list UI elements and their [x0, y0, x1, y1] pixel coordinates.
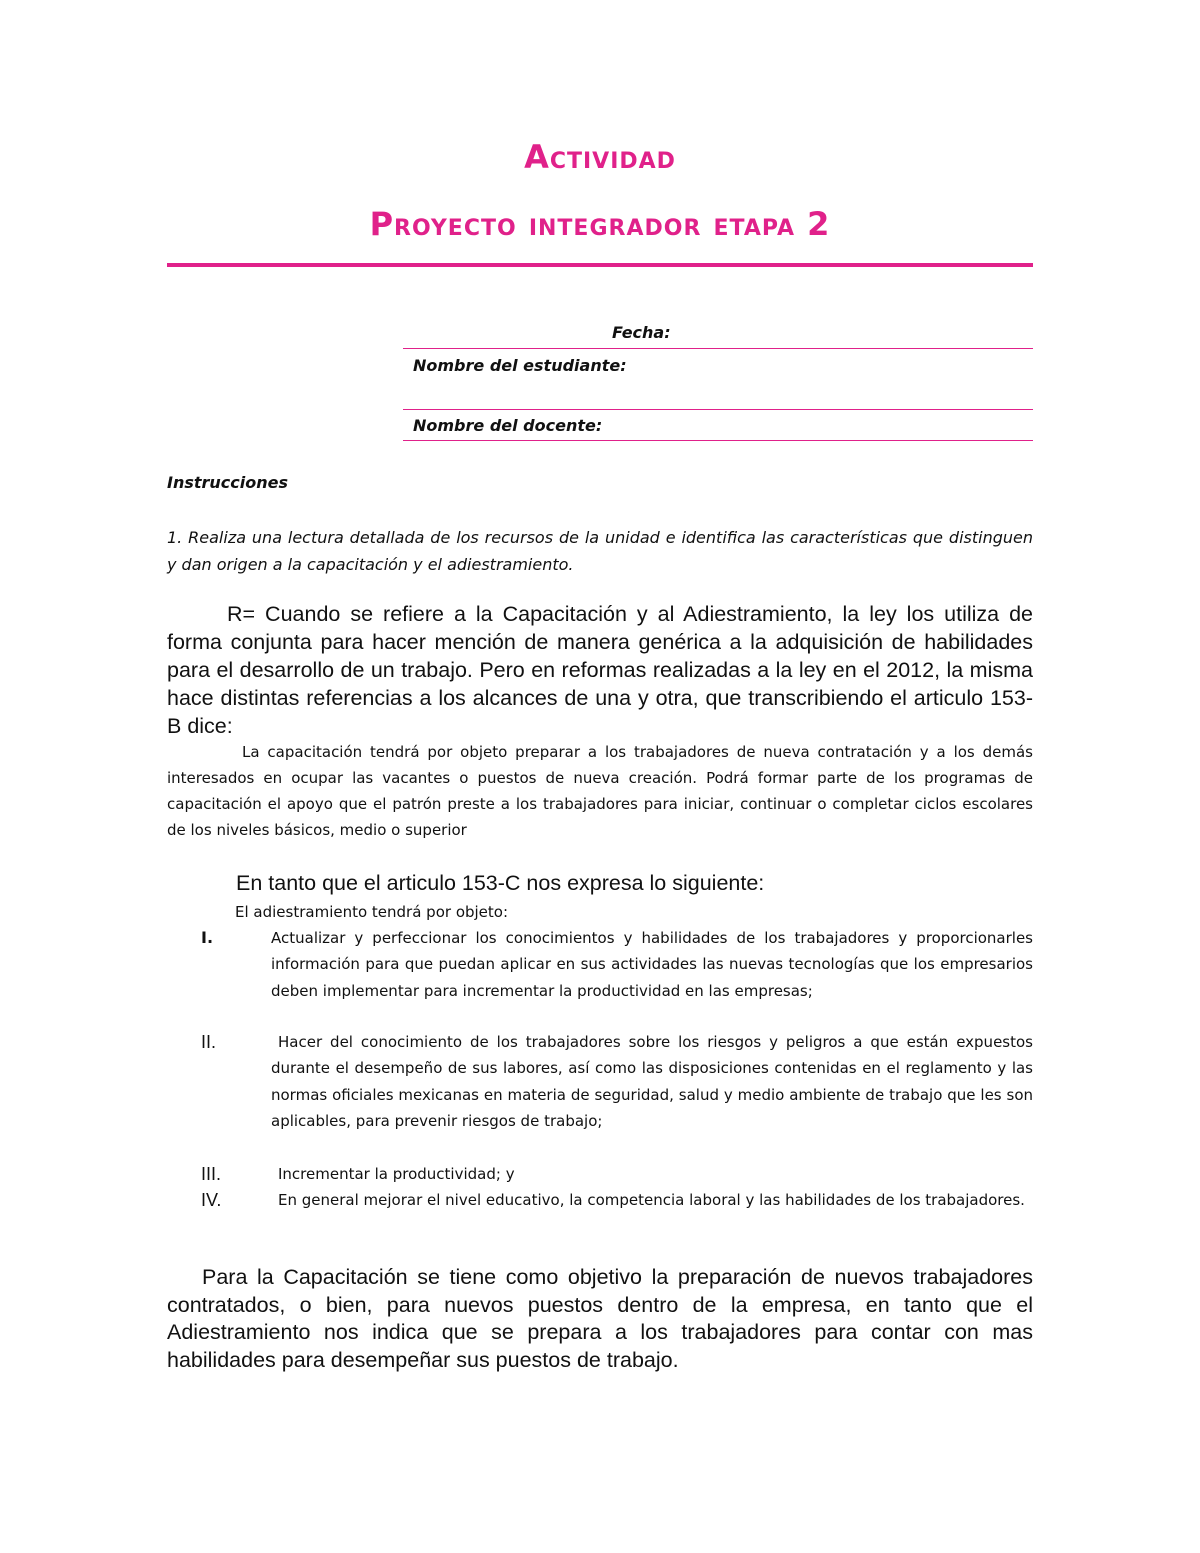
answer-paragraph: R= Cuando se refiere a la Capacitación y al Adiestramiento, la ley los utiliza de forma conjunta para hacer mención de manera genérica a la adquisición de habilidades para el desarrollo de un trabajo. Pero en reformas realizadas a la ley en el 2012, la misma hace distintas referencias a los alcances de una y otra, que transcribiendo el articulo 153-B dice:	[167, 602, 1033, 738]
list-text: Incrementar la productividad; y	[278, 1165, 515, 1183]
article-153b-quote: La capacitación tendrá por objeto preparar a los trabajadores de nueva contratación y a los demás interesados en ocupar las vacantes o puestos de nueva creación. Podrá formar parte de los programas de capacitación el apoyo que el patrón preste a los trabajadores para iniciar, continuar o completar ciclos escolares de los niveles básicos, medio o superior	[167, 743, 1033, 839]
fecha-label: Fecha:	[612, 323, 671, 342]
instructions-heading: Instrucciones	[167, 473, 289, 492]
instruction-item-1: 1. Realiza una lectura detallada de los recursos de la unidad e identifica las características que distinguen y dan origen a la capacitación y el adiestramiento.	[167, 528, 1033, 574]
title-divider	[167, 263, 1033, 267]
article-153c-intro: En tanto que el articulo 153-C nos expresa lo siguiente:	[236, 871, 765, 895]
teacher-name-label: Nombre del docente:	[413, 416, 603, 435]
student-name-label: Nombre del estudiante:	[413, 356, 627, 375]
list-number: IV.	[201, 1190, 222, 1210]
list-number: III.	[201, 1164, 222, 1184]
conclusion-paragraph: Para la Capacitación se tiene como objetivo la preparación de nuevos trabajadores contratados, o bien, para nuevos puestos dentro de la empresa, en tanto que el Adiestramiento nos indica que se prepara a los trabajadores para contar con mas habilidades para desempeñar sus puestos de trabajo.	[167, 1265, 1033, 1372]
list-text: Actualizar y perfeccionar los conocimientos y habilidades de los trabajadores y proporcionarles información para que puedan aplicar en sus actividades las nuevas tecnologías que los empresarios deben implementar para incrementar la productividad en las empresas;	[271, 929, 1033, 1000]
list-number: I.	[201, 928, 214, 947]
student-name-line	[403, 409, 1033, 410]
list-number: II.	[201, 1032, 217, 1052]
teacher-name-line	[403, 440, 1033, 441]
project-title: Proyecto integrador etapa 2	[369, 205, 831, 243]
training-objective-heading: El adiestramiento tendrá por objeto:	[235, 903, 509, 921]
list-text: En general mejorar el nivel educativo, la competencia laboral y las habilidades de los trabajadores.	[278, 1191, 1025, 1209]
activity-title: Actividad	[524, 138, 676, 176]
fecha-line	[403, 348, 1033, 349]
list-text: Hacer del conocimiento de los trabajadores sobre los riesgos y peligros a que están expuestos durante el desempeño de sus labores, así como las disposiciones contenidas en el reglamento y las normas oficiales mexicanas en materia de seguridad, salud y medio ambiente de trabajo que les son aplicables, para prevenir riesgos de trabajo;	[271, 1033, 1033, 1130]
